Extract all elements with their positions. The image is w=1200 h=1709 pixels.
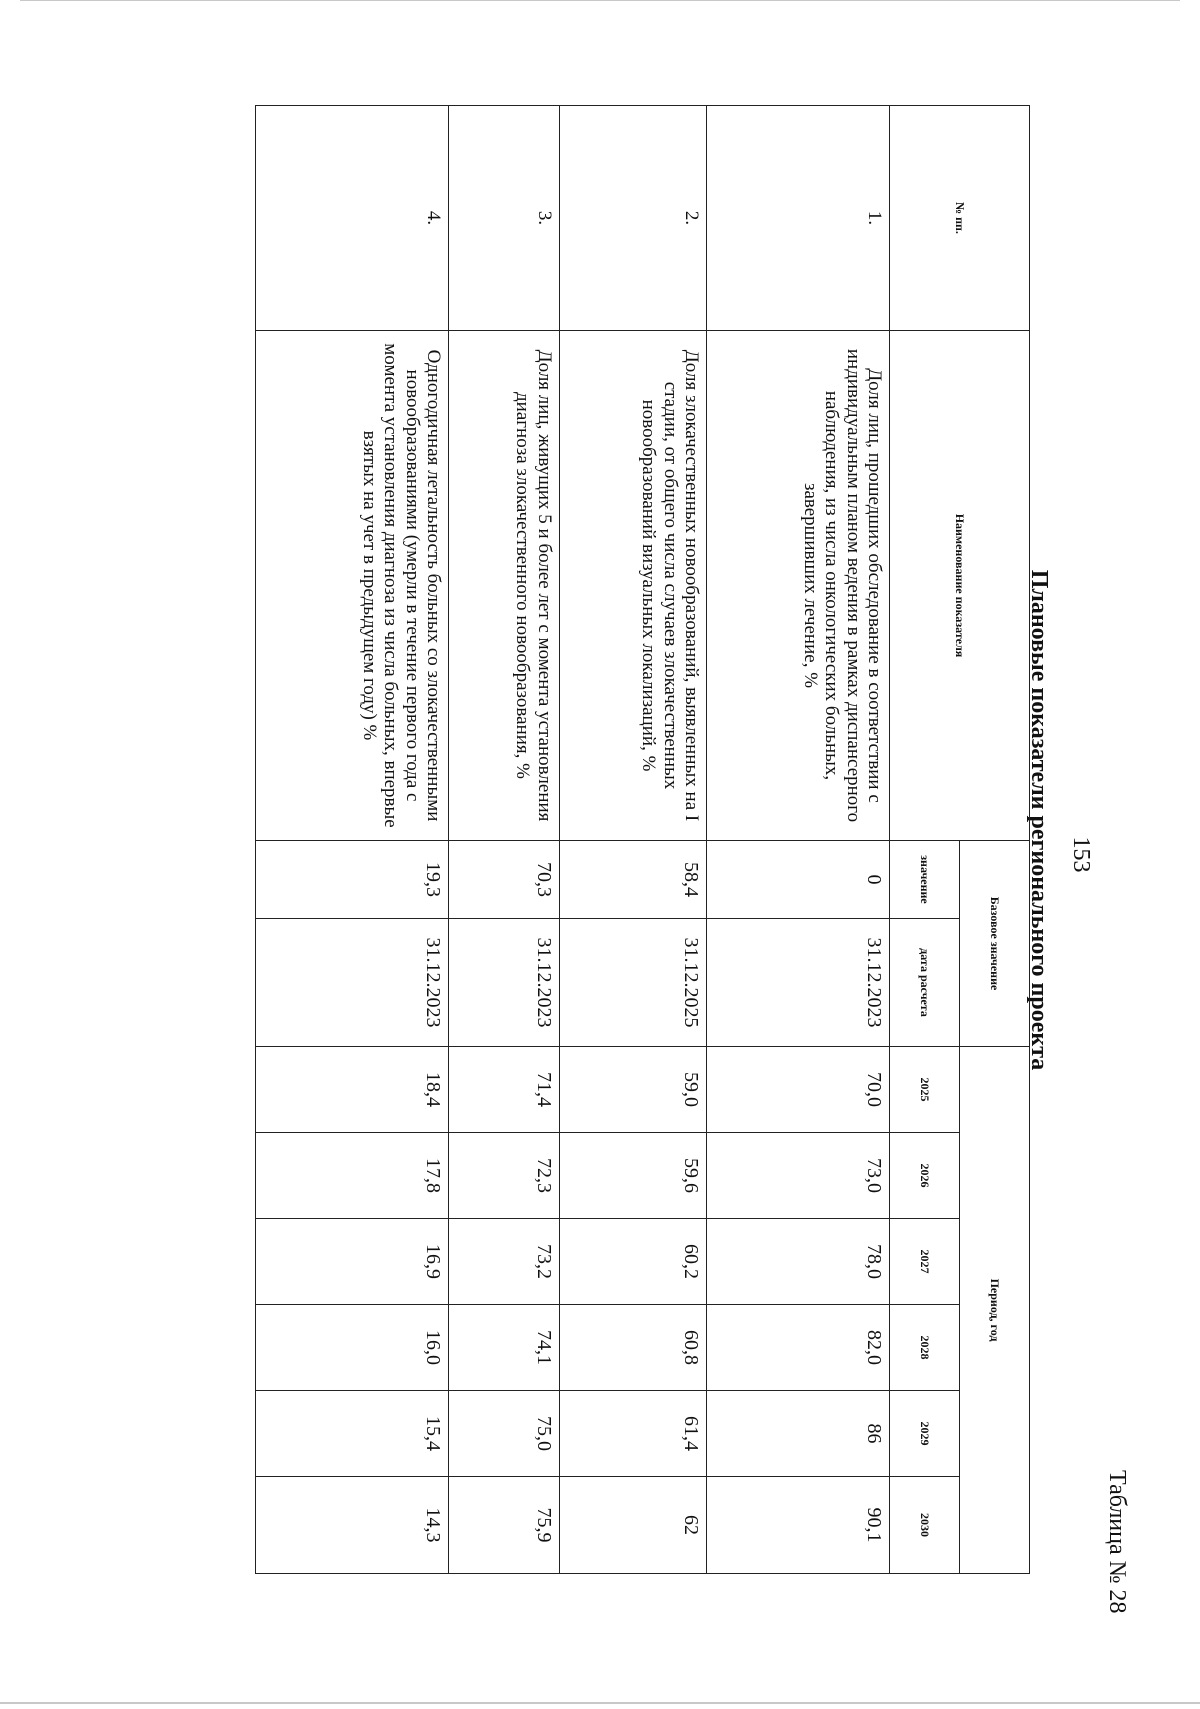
row-base-value: 70,3 <box>448 841 559 919</box>
document-title: Плановые показатели регионального проекта <box>1026 569 1052 1071</box>
row-value: 70,0 <box>706 1047 889 1133</box>
row-value: 86 <box>706 1391 889 1477</box>
row-num: 2. <box>559 106 706 331</box>
row-value: 61,4 <box>559 1391 706 1477</box>
row-value: 60,8 <box>559 1305 706 1391</box>
row-base-date: 31.12.2023 <box>448 919 559 1047</box>
header-name: Наименование показателя <box>890 331 1030 841</box>
table-row <box>559 106 706 1574</box>
row-value: 16,0 <box>256 1305 449 1391</box>
row-base-date: 31.12.2023 <box>706 919 889 1047</box>
header-year: 2027 <box>890 1219 960 1305</box>
table-row <box>706 106 889 1574</box>
row-value: 71,4 <box>448 1047 559 1133</box>
row-value: 59,0 <box>559 1047 706 1133</box>
row-base-date: 31.12.2025 <box>559 919 706 1047</box>
row-name: Одногодичная летальность больных со злокачественными новообразованиями (умерли в течение первого года с момента установления диагноза из числа больных, впервые взятых на учет в предыдущем году) % <box>256 331 449 841</box>
header-year: 2030 <box>890 1477 960 1574</box>
row-value: 60,2 <box>559 1219 706 1305</box>
row-num: 1. <box>706 106 889 331</box>
header-year: 2029 <box>890 1391 960 1477</box>
header-year: 2026 <box>890 1133 960 1219</box>
row-value: 17,8 <box>256 1133 449 1219</box>
row-base-value: 58,4 <box>559 841 706 919</box>
header-base-value: значение <box>890 841 960 919</box>
row-value: 73,0 <box>706 1133 889 1219</box>
row-num: 4. <box>256 106 449 331</box>
row-value: 90,1 <box>706 1477 889 1574</box>
row-value: 62 <box>559 1477 706 1574</box>
header-base: Базовое значение <box>960 841 1030 1047</box>
row-num: 3. <box>448 106 559 331</box>
header-year: 2025 <box>890 1047 960 1133</box>
header-num: № пп. <box>890 106 1030 331</box>
header-base-date: дата расчета <box>890 919 960 1047</box>
row-value: 16,9 <box>256 1219 449 1305</box>
row-value: 15,4 <box>256 1391 449 1477</box>
indicators-table <box>255 105 1030 1574</box>
row-value: 59,6 <box>559 1133 706 1219</box>
row-value: 72,3 <box>448 1133 559 1219</box>
row-value: 82,0 <box>706 1305 889 1391</box>
header-period: Период, год <box>960 1047 1030 1574</box>
row-base-date: 31.12.2023 <box>256 919 449 1047</box>
row-name: Доля лиц, живущих 5 и более лет с момента установления диагноза злокачественного новообразования, % <box>448 331 559 841</box>
row-value: 75,0 <box>448 1391 559 1477</box>
row-value: 73,2 <box>448 1219 559 1305</box>
row-value: 78,0 <box>706 1219 889 1305</box>
table-row <box>256 106 449 1574</box>
row-value: 74,1 <box>448 1305 559 1391</box>
row-value: 14,3 <box>256 1477 449 1574</box>
row-name: Доля злокачественных новообразований, выявленных на I стадии, от общего числа случаев злокачественных новообразований визуальных локализаций, % <box>559 331 706 841</box>
page-number: 153 <box>1068 836 1094 873</box>
row-name: Доля лиц, прошедших обследование в соответствии с индивидуальным планом ведения в рамках диспансерного наблюдения, из числа онкологических больных, завершивших лечение, % <box>706 331 889 841</box>
row-value: 75,9 <box>448 1477 559 1574</box>
table-label: Таблица № 28 <box>1104 1470 1130 1614</box>
row-value: 18,4 <box>256 1047 449 1133</box>
header-year: 2028 <box>890 1305 960 1391</box>
row-base-value: 19,3 <box>256 841 449 919</box>
table-row <box>448 106 559 1574</box>
row-base-value: 0 <box>706 841 889 919</box>
header-row-1 <box>960 106 1030 1574</box>
